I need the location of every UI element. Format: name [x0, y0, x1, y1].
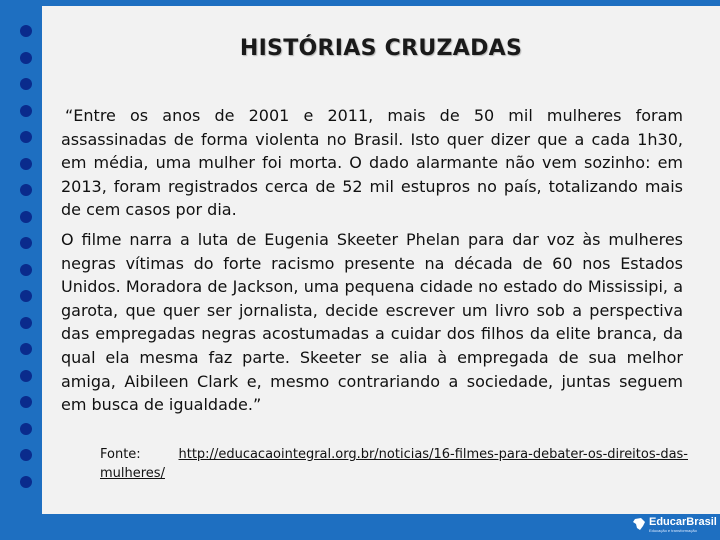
- decorative-dot: [20, 317, 32, 329]
- decorative-dot: [20, 423, 32, 435]
- quote-paragraph-1: “Entre os anos de 2001 e 2011, mais de 50 mil mulheres foram assassinadas de forma violenta no Brasil. Isto quer dizer que a cada 1h30, em média, uma mulher foi morta. O dado alarmante não vem sozinho: em 2013, foram registrados cerca de 52 mil estupros no país, totalizando mais de cem casos por dia.: [61, 106, 683, 220]
- decorative-dot: [20, 370, 32, 382]
- decorative-dot: [20, 396, 32, 408]
- decorative-dot: [20, 52, 32, 64]
- decorative-dot: [20, 25, 32, 37]
- logo-name: EducarBrasil: [649, 515, 717, 528]
- source-citation: [100, 445, 688, 483]
- decorative-dot: [20, 264, 32, 276]
- educarbrasil-logo: [632, 512, 717, 536]
- decorative-dot: [20, 343, 32, 355]
- decorative-dot: [20, 449, 32, 461]
- decorative-dot: [20, 78, 32, 90]
- source-link[interactable]: http://educacaointegral.org.br/noticias/16-filmes-para-debater-os-direitos-das-mulheres/: [100, 447, 688, 481]
- decorative-dot: [20, 131, 32, 143]
- decorative-dot: [20, 476, 32, 488]
- decorative-dot: [20, 105, 32, 117]
- decorative-dot: [20, 211, 32, 223]
- brazil-map-icon: [632, 517, 646, 531]
- decorative-dot: [20, 237, 32, 249]
- decorative-dot: [20, 184, 32, 196]
- decorative-dot: [20, 158, 32, 170]
- source-label: Fonte:: [100, 447, 179, 462]
- quote-paragraph-2: O filme narra a luta de Eugenia Skeeter Phelan para dar voz às mulheres negras vítimas do forte racismo presente na década de 60 nos Estados Unidos. Moradora de Jackson, uma pequena cidade no estado do Mississipi, a garota, que quer ser jornalista, decide escrever um livro sob a perspectiva das empregadas negras acostumadas a cuidar dos filhos da elite branca, da qual ela mesma faz parte. Skeeter se alia à empregada de sua melhor amiga, Aibileen Clark e, mesmo contrariando a sociedade, juntas seguem em busca de igualdade.”: [61, 230, 683, 415]
- decorative-dot: [20, 290, 32, 302]
- slide-title: HISTÓRIAS CRUZADAS: [239, 36, 523, 61]
- logo-tagline: Educação e transformação: [649, 527, 697, 533]
